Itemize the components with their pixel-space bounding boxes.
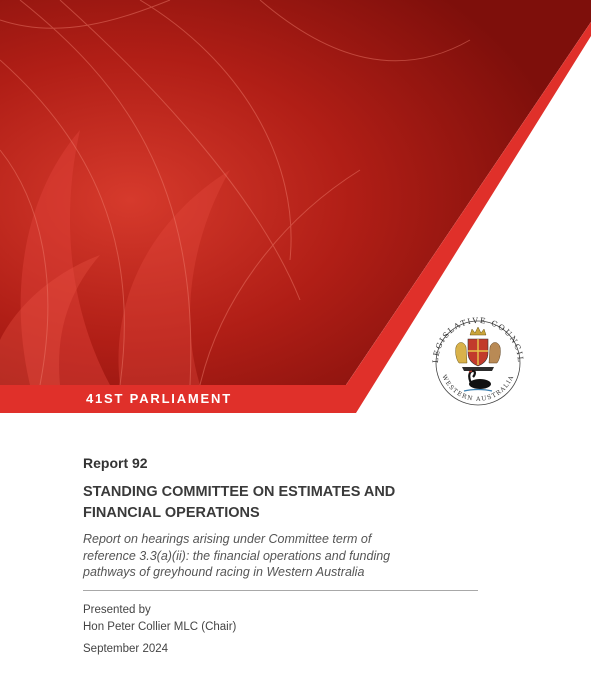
black-swan-icon <box>469 371 491 389</box>
divider <box>83 590 478 591</box>
kangaroo-supporter-icon <box>489 343 500 364</box>
crown-icon <box>470 327 486 335</box>
parliament-banner-text: 41ST PARLIAMENT <box>86 391 232 406</box>
lion-supporter-icon <box>456 343 467 364</box>
presented-by-label: Presented by <box>83 604 151 616</box>
seal-ring-text-top: LEGISLATIVE COUNCIL <box>430 315 526 364</box>
report-date: September 2024 <box>83 643 169 655</box>
report-number: Report 92 <box>83 455 148 471</box>
committee-title <box>83 482 483 524</box>
presenter-name: Hon Peter Collier MLC (Chair) <box>83 621 237 633</box>
report-subtitle <box>83 531 483 581</box>
subtitle-line: Report on hearings arising under Committee term of <box>83 532 372 546</box>
committee-title-line: STANDING COMMITTEE ON ESTIMATES AND <box>83 484 396 500</box>
subtitle-line: reference 3.3(a)(ii): the financial operations and funding <box>83 548 391 563</box>
legislative-council-seal <box>424 307 532 415</box>
subtitle-line: pathways of greyhound racing in Western Australia <box>83 565 365 579</box>
seal-ring-text-bottom: WESTERN AUSTRALIA <box>440 373 516 403</box>
committee-title-line: FINANCIAL OPERATIONS <box>83 505 260 521</box>
